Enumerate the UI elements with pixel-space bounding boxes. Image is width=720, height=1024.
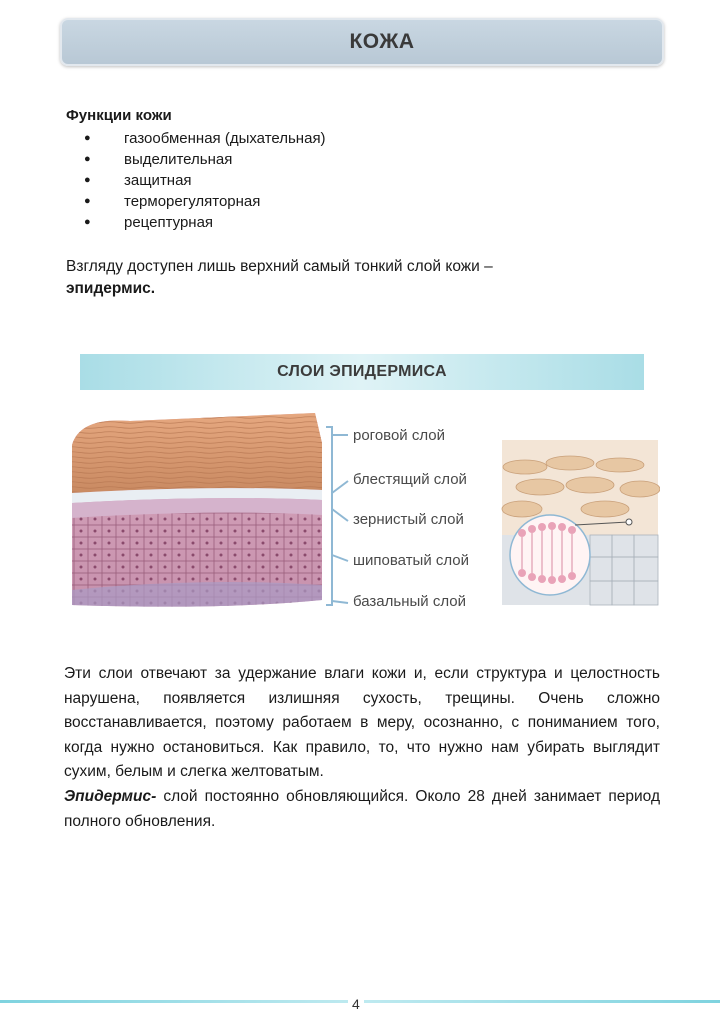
list-item: ● терморегуляторная bbox=[84, 193, 261, 210]
bullet-icon: ● bbox=[84, 216, 91, 228]
epidermis-diagram bbox=[60, 405, 660, 625]
page-title-bar bbox=[60, 18, 664, 66]
layer-label-spiny: шиповатый слой bbox=[353, 552, 470, 569]
functions-list bbox=[84, 128, 326, 233]
bullet-icon: ● bbox=[84, 153, 91, 165]
list-item: ● выделительная bbox=[84, 151, 233, 168]
section-header bbox=[80, 354, 644, 390]
intro-text: Взгляду доступен лишь верхний самый тонкий слой кожи – эпидермис. bbox=[66, 258, 493, 297]
bullet-icon: ● bbox=[84, 195, 91, 207]
bullet-icon: ● bbox=[84, 174, 91, 186]
functions-heading: Функции кожи bbox=[66, 107, 172, 124]
layer-label-lucid: блестящий слой bbox=[353, 471, 467, 488]
intro-bold-term: эпидермис. bbox=[66, 280, 156, 297]
body-paragraph: Эти слои отвечают за удержание влаги кожи и, если структура и целостность нарушена, появляется излишняя сухость, трещины. Очень сложно восстанавливается, поэтому работаем в меру, осознанно, с пониманием того, когда нужно остановиться. Как правило, то, что нужно нам убирать выглядит сухим, белым и слегка желтоватым. Эпидермис- слой постоянно обновляющийся. Около 28 дней занимает период полного обновления. bbox=[64, 665, 660, 830]
bullet-icon: ● bbox=[84, 132, 91, 144]
epidermis-term: Эпидермис- bbox=[64, 787, 157, 805]
layer-label-horny: роговой слой bbox=[353, 427, 445, 444]
list-item: ● защитная bbox=[84, 172, 192, 189]
list-item: ● рецептурная bbox=[84, 214, 214, 231]
list-item: ● газообменная (дыхательная) bbox=[84, 130, 326, 147]
layer-label-basal: базальный слой bbox=[353, 593, 466, 610]
section-header-text: СЛОИ ЭПИДЕРМИСА bbox=[277, 363, 447, 380]
page-title: КОЖА bbox=[349, 30, 415, 53]
page-number: 4 bbox=[348, 996, 364, 1012]
layer-label-granular: зернистый слой bbox=[353, 511, 464, 528]
